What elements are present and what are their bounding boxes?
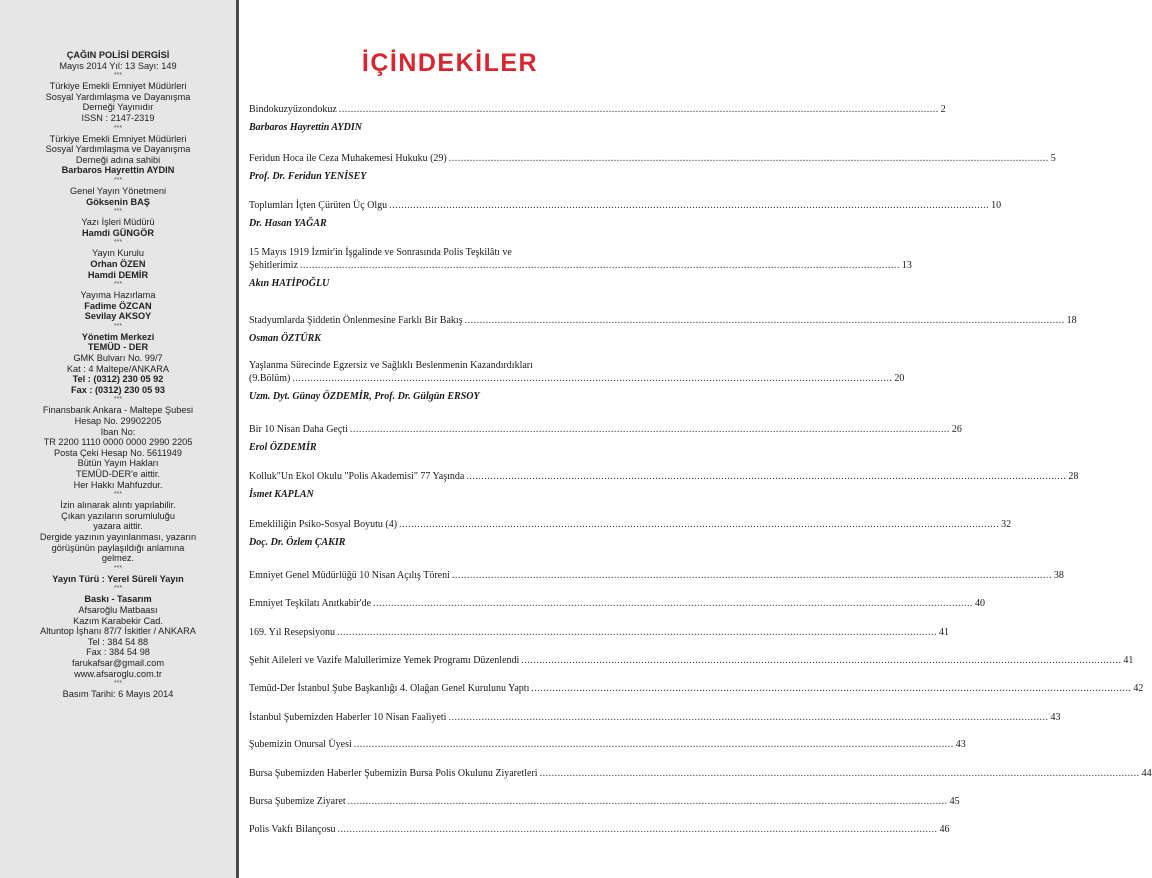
sidebar-divider xyxy=(236,0,239,878)
toc-title-line: Yaşlanma Sürecinde Egzersiz ve Sağlıklı Beslenmenin Kazandırdıkları xyxy=(249,360,533,371)
masthead-line: İzin alınarak alıntı yapılabilir. xyxy=(60,500,176,511)
toc-leader: ........................................................................................................................................................................................................ xyxy=(451,570,1052,581)
masthead-group xyxy=(0,500,236,564)
masthead-line: Hamdi GÜNGÖR xyxy=(82,227,154,238)
toc-author: Erol ÖZDEMİR xyxy=(249,442,317,453)
toc-title: İstanbul Şubemizden Haberler 10 Nisan Faaliyeti xyxy=(249,712,447,723)
masthead-line: TR 2200 1110 0000 0000 2990 2205 xyxy=(43,437,193,448)
toc-entry[interactable] xyxy=(249,767,1152,780)
masthead-group xyxy=(0,574,236,585)
masthead-line: Türkiye Emekli Emniyet Müdürleri xyxy=(49,133,187,144)
masthead-line: Sevilay AKSOY xyxy=(84,311,152,322)
masthead-sidebar xyxy=(0,0,236,878)
toc-row xyxy=(249,518,1012,531)
toc-leader: ........................................................................................................................................................................................................ xyxy=(299,260,900,271)
toc-leader: ........................................................................................................................................................................................................ xyxy=(531,683,1132,694)
masthead-line: Afsaroğlu Matbaası xyxy=(78,604,158,615)
toc-row xyxy=(249,152,1056,165)
masthead-separator: *** xyxy=(113,585,123,593)
masthead-group xyxy=(0,217,236,238)
masthead-line: Tel : 384 54 88 xyxy=(87,636,149,647)
toc-row xyxy=(249,423,962,436)
toc-title: Emekliliğin Psiko-Sosyal Boyutu (4) xyxy=(249,519,398,530)
masthead-line: Çıkan yazıların sorumluluğu xyxy=(61,510,175,521)
toc-leader: ........................................................................................................................................................................................................ xyxy=(337,627,938,638)
masthead-separator: *** xyxy=(113,491,123,499)
toc-entry[interactable] xyxy=(249,823,950,836)
toc-row xyxy=(249,682,1144,695)
toc-entry[interactable] xyxy=(249,569,1064,582)
toc-leader: ........................................................................................................................................................................................................ xyxy=(373,598,974,609)
masthead-line: Yayıma Hazırlama xyxy=(80,290,156,301)
toc-entry[interactable] xyxy=(249,103,946,134)
masthead-line: TEMÜD - DER xyxy=(87,342,149,353)
masthead-line: GMK Bulvarı No. 99/7 xyxy=(73,353,163,364)
masthead-group xyxy=(0,689,236,700)
masthead-line: Yayın Kurulu xyxy=(92,248,144,259)
toc-title: Bursa Şubemizden Haberler Şubemizin Bursa Polis Okulunu Ziyaretleri xyxy=(249,768,538,779)
toc-row xyxy=(249,199,1002,212)
masthead-line: Türkiye Emekli Emniyet Müdürleri xyxy=(49,81,187,92)
toc-entry[interactable] xyxy=(249,682,1144,695)
masthead-line: Iban No: xyxy=(100,426,136,437)
masthead-line: gelmez. xyxy=(101,553,135,564)
toc-entry[interactable] xyxy=(249,314,1077,345)
toc-entry[interactable] xyxy=(249,246,912,290)
masthead-separator: *** xyxy=(113,72,123,80)
page-title: İÇİNDEKİLER xyxy=(361,49,539,77)
toc-author: İsmet KAPLAN xyxy=(249,489,314,500)
toc-page-number: 41 xyxy=(1123,655,1134,666)
toc-title: Emniyet Teşkilatı Anıtkabir'de xyxy=(249,598,372,609)
toc-page-number: 10 xyxy=(991,200,1002,211)
toc-title: Polis Vakfı Bilançosu xyxy=(249,824,336,835)
toc-title: Stadyumlarda Şiddetin Önlenmesine Farklı Bir Bakış xyxy=(249,315,463,326)
toc-title: Kolluk"Un Ekol Okulu "Polis Akademisi" 77 Yaşında xyxy=(249,471,465,482)
masthead-line: Bütün Yayın Hakları xyxy=(77,458,159,469)
toc-title: Şubemizin Onursal Üyesi xyxy=(249,739,352,750)
masthead-line: Derneği Yayınıdır xyxy=(82,102,154,113)
toc-entry[interactable] xyxy=(249,711,1061,724)
toc-entry[interactable] xyxy=(249,597,986,610)
toc-author: Prof. Dr. Feridun YENİSEY xyxy=(249,171,367,182)
masthead-group xyxy=(0,248,236,280)
toc-row xyxy=(249,103,946,116)
masthead-group xyxy=(0,186,236,207)
masthead-line: Finansbank Ankara - Maltepe Şubesi xyxy=(42,405,194,416)
masthead-line: Fadime ÖZCAN xyxy=(84,300,152,311)
toc-row xyxy=(249,711,1061,724)
toc-entry[interactable] xyxy=(249,626,950,639)
toc-title: Emniyet Genel Müdürlüğü 10 Nisan Açılış Töreni xyxy=(249,570,450,581)
masthead-separator: *** xyxy=(113,322,123,330)
toc-page-number: 45 xyxy=(949,796,960,807)
masthead-line: Derneği adına sahibi xyxy=(75,154,161,165)
masthead-line: ISSN : 2147-2319 xyxy=(81,112,155,123)
toc-row xyxy=(249,626,950,639)
masthead-line: Altuntop İşhanı 87/7 İskitler / ANKARA xyxy=(40,626,196,637)
masthead-line: Fax : (0312) 230 05 93 xyxy=(71,384,165,395)
masthead-line: Basım Tarihi: 6 Mayıs 2014 xyxy=(62,689,174,700)
toc-author: Akın HATİPOĞLU xyxy=(249,278,330,289)
toc-title: Feridun Hoca ile Ceza Muhakemesi Hukuku (29) xyxy=(249,153,447,164)
toc-author: Uzm. Dyt. Günay ÖZDEMİR, Prof. Dr. Gülgün ERSOY xyxy=(249,391,480,402)
toc-page-number: 40 xyxy=(975,598,986,609)
masthead-line: Genel Yayın Yönetmeni xyxy=(69,185,167,196)
toc-row xyxy=(249,569,1064,582)
masthead-line: www.afsaroglu.com.tr xyxy=(74,668,162,679)
toc-page-number: 38 xyxy=(1053,570,1064,581)
masthead-line: Sosyal Yardımlaşma ve Dayanışma xyxy=(45,91,191,102)
toc-row xyxy=(249,795,960,808)
toc-entry[interactable] xyxy=(249,654,1134,667)
masthead-separator: *** xyxy=(113,176,123,184)
toc-leader: ........................................................................................................................................................................................................ xyxy=(464,315,1065,326)
toc-title: Bindokuzyüzondokuz xyxy=(249,104,337,115)
toc-leader: ........................................................................................................................................................................................................ xyxy=(521,655,1122,666)
masthead-group xyxy=(0,134,236,176)
masthead-group xyxy=(0,290,236,322)
masthead-line: Barbaros Hayrettin AYDIN xyxy=(61,165,175,176)
toc-leader: ........................................................................................................................................................................................................ xyxy=(338,104,939,115)
masthead-line: Mayıs 2014 Yıl: 13 Sayı: 149 xyxy=(59,60,177,71)
toc-leader: ........................................................................................................................................................................................................ xyxy=(347,796,948,807)
toc-page-number: 43 xyxy=(1050,712,1061,723)
toc-title-line: 15 Mayıs 1919 İzmir'in İşgalinde ve Sonrasında Polis Teşkilâtı ve xyxy=(249,247,512,258)
toc-leader: ........................................................................................................................................................................................................ xyxy=(337,824,938,835)
toc-author: Barbaros Hayrettin AYDIN xyxy=(249,122,362,133)
toc-page-number: 13 xyxy=(901,260,912,271)
masthead-separator: *** xyxy=(113,281,123,289)
masthead-line: Fax : 384 54 98 xyxy=(86,647,150,658)
toc-leader: ........................................................................................................................................................................................................ xyxy=(399,519,1000,530)
masthead-separator: *** xyxy=(113,396,123,404)
masthead-line: Dergide yazının yayınlanması, yazarın xyxy=(39,531,197,542)
toc-page-number: 18 xyxy=(1066,315,1077,326)
toc-row xyxy=(249,767,1152,780)
toc-leader: ........................................................................................................................................................................................................ xyxy=(389,200,990,211)
toc-author: Osman ÖZTÜRK xyxy=(249,333,321,344)
masthead-line: Yönetim Merkezi xyxy=(81,331,155,342)
masthead-separator: *** xyxy=(113,680,123,688)
toc-leader: ........................................................................................................................................................................................................ xyxy=(448,712,1049,723)
toc-leader: ........................................................................................................................................................................................................ xyxy=(448,153,1049,164)
masthead-separator: *** xyxy=(113,124,123,132)
toc-entry[interactable] xyxy=(249,795,960,808)
masthead-line: Yayın Türü : Yerel Süreli Yayın xyxy=(52,573,184,584)
masthead-line: Kat : 4 Maltepe/ANKARA xyxy=(66,363,170,374)
toc-entry[interactable] xyxy=(249,199,1002,230)
masthead-line: Yazı İşleri Müdürü xyxy=(81,217,155,228)
toc-author: Doç. Dr. Özlem ÇAKIR xyxy=(249,537,346,548)
masthead-group xyxy=(0,50,236,71)
masthead-group xyxy=(0,405,236,490)
toc-leader: ........................................................................................................................................................................................................ xyxy=(292,373,893,384)
toc-title: Şehit Aileleri ve Vazife Malullerimize Yemek Programı Düzenlendi xyxy=(249,655,520,666)
masthead-content xyxy=(0,50,236,700)
masthead-line: Sosyal Yardımlaşma ve Dayanışma xyxy=(45,144,191,155)
masthead-line: görüşünün paylaşıldığı anlamına xyxy=(51,542,185,553)
masthead-line: Göksenin BAŞ xyxy=(86,196,150,207)
toc-page-number: 44 xyxy=(1141,768,1152,779)
masthead-line: Baskı - Tasarım xyxy=(84,594,152,605)
toc-row xyxy=(249,259,912,272)
masthead-line: ÇAĞIN POLİSİ DERGİSİ xyxy=(66,50,170,60)
toc-row xyxy=(249,314,1077,327)
masthead-line: Kazım Karabekir Cad. xyxy=(73,615,163,626)
masthead-line: Hesap No. 29902205 xyxy=(74,416,162,427)
toc-page-number: 2 xyxy=(940,104,946,115)
toc-row xyxy=(249,823,950,836)
masthead-group xyxy=(0,332,236,396)
masthead-line: TEMÜD-DER'e aittir. xyxy=(76,469,160,479)
toc-row xyxy=(249,597,986,610)
toc-page-number: 43 xyxy=(955,739,966,750)
toc-title: Bursa Şubemize Ziyaret xyxy=(249,796,346,807)
toc-title: Bir 10 Nisan Daha Geçti xyxy=(249,424,348,435)
toc-title: Şehitlerimiz xyxy=(249,260,298,271)
toc-page-number: 20 xyxy=(894,373,905,384)
masthead-line: yazara aittir. xyxy=(93,521,143,532)
toc-page-number: 41 xyxy=(939,627,950,638)
masthead-separator: *** xyxy=(113,564,123,572)
toc-author: Dr. Hasan YAĞAR xyxy=(249,218,327,229)
toc-title: Toplumları İçten Çürüten Üç Olgu xyxy=(249,200,388,211)
masthead-line: Orhan ÖZEN xyxy=(90,258,146,269)
toc-row xyxy=(249,372,905,385)
toc-entry[interactable] xyxy=(249,152,1056,183)
toc-row xyxy=(249,738,966,751)
toc-leader: ........................................................................................................................................................................................................ xyxy=(349,424,950,435)
toc-entry[interactable] xyxy=(249,359,905,403)
toc-entry[interactable] xyxy=(249,518,1012,549)
toc-title: 169. Yıl Resepsiyonu xyxy=(249,627,336,638)
masthead-group xyxy=(0,594,236,679)
toc-leader: ........................................................................................................................................................................................................ xyxy=(539,768,1140,779)
toc-page-number: 32 xyxy=(1001,519,1012,530)
toc-entry[interactable] xyxy=(249,423,962,454)
masthead-group xyxy=(0,81,236,123)
toc-title: (9.Bölüm) xyxy=(249,373,291,384)
masthead-line: Posta Çeki Hesap No. 5611949 xyxy=(53,447,183,458)
toc-page-number: 46 xyxy=(939,824,950,835)
toc-page-number: 5 xyxy=(1050,153,1056,164)
toc-page-number: 28 xyxy=(1068,471,1079,482)
toc-title: Temüd-Der İstanbul Şube Başkanlığı 4. Olağan Genel Kurulunu Yaptı xyxy=(249,683,530,694)
toc-leader: ........................................................................................................................................................................................................ xyxy=(353,739,954,750)
toc-row xyxy=(249,470,1079,483)
toc-entry[interactable] xyxy=(249,470,1079,501)
toc-page-number: 26 xyxy=(951,424,962,435)
toc-entry[interactable] xyxy=(249,738,966,751)
masthead-line: Tel : (0312) 230 05 92 xyxy=(72,374,164,385)
toc-page-number: 42 xyxy=(1133,683,1144,694)
masthead-separator: *** xyxy=(113,208,123,216)
masthead-separator: *** xyxy=(113,239,123,247)
masthead-line: farukafsar@gmail.com xyxy=(71,657,165,668)
toc-leader: ........................................................................................................................................................................................................ xyxy=(466,471,1067,482)
masthead-line: Hamdi DEMİR xyxy=(87,269,149,280)
toc-row xyxy=(249,654,1134,667)
masthead-line: Her Hakkı Mahfuzdur. xyxy=(73,479,163,490)
